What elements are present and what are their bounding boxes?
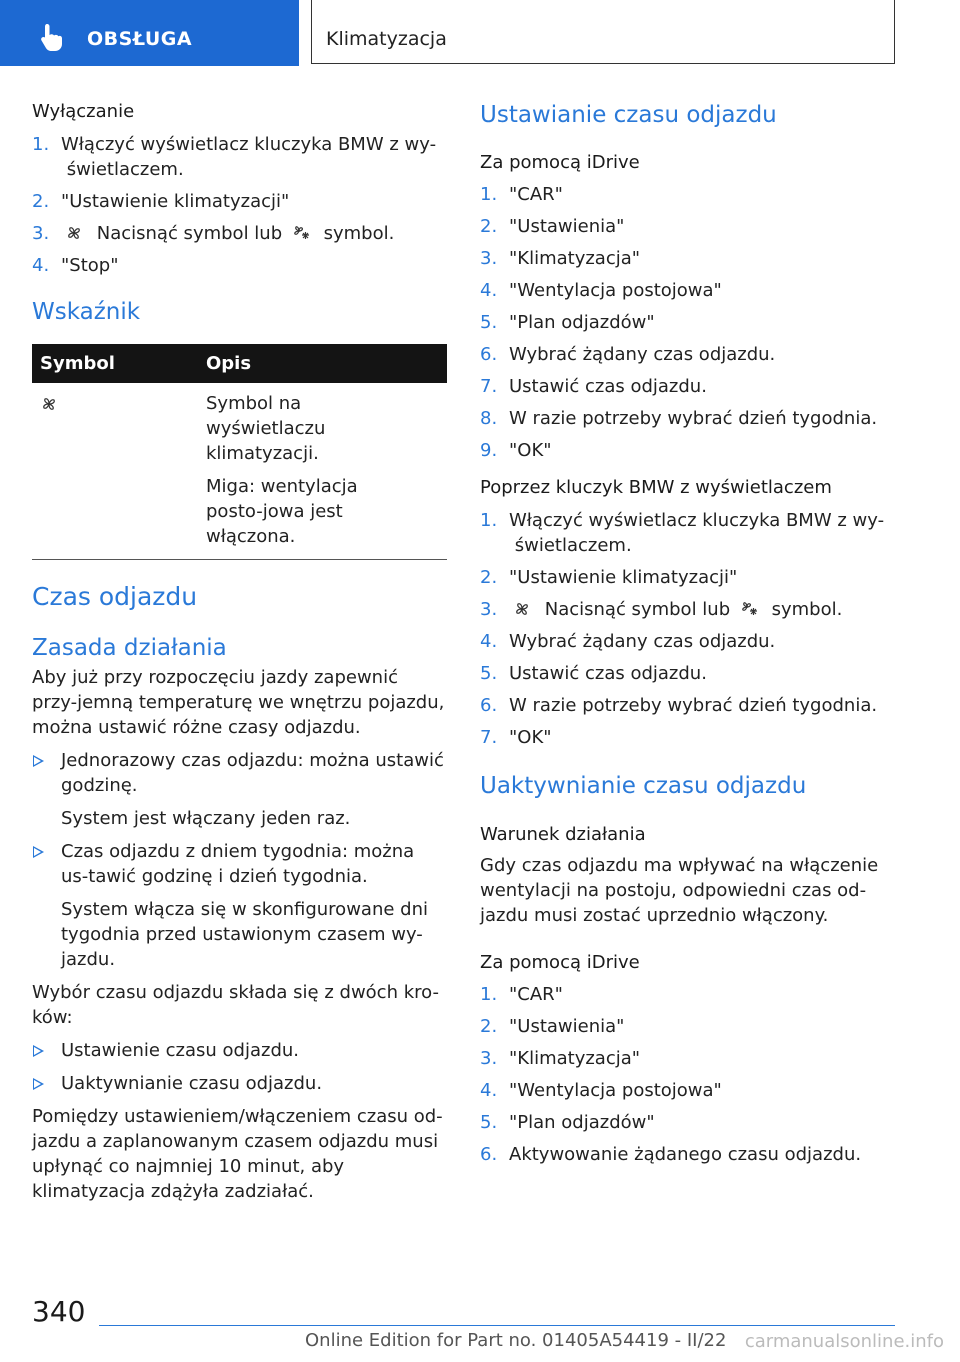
list-item: Ustawienie czasu odjazdu. xyxy=(32,1038,447,1063)
list-item: 3. "Klimatyzacja" xyxy=(480,248,641,269)
fan-icon xyxy=(513,600,531,618)
indicator-table xyxy=(32,344,447,560)
list-item: 1. Włączyć wyświetlacz kluczyka BMW z wy- świetlaczem. xyxy=(480,510,885,556)
list-item: 3. "Klimatyzacja" xyxy=(480,1048,641,1069)
list-item: Czas odjazdu z dniem tygodnia: można us-tawić godzinę i dzień tygodnia. System włącza się w skonfigurowane dni tygodnia przed ustawionym czasem wy-jazdu. xyxy=(32,839,447,972)
pointing-hand-icon xyxy=(38,22,66,52)
condition-text: Gdy czas odjazdu ma wpływać na włączenie wentylacji na postoju, odpowiedni czas od-jazdu musi zostać uprzednio włączony. xyxy=(480,855,879,926)
footer-divider xyxy=(99,1325,895,1326)
list-item: 7. "OK" xyxy=(480,727,552,748)
list-item: 6. W razie potrzeby wybrać dzień tygodnia. xyxy=(480,695,878,716)
chapter-title: Klimatyzacja xyxy=(326,28,447,50)
section-tab xyxy=(0,0,299,66)
set-title: Ustawianie czasu odjazdu xyxy=(480,102,777,128)
list-item: 1. "CAR" xyxy=(480,984,563,1005)
list-item: 7. Ustawić czas odjazdu. xyxy=(480,376,707,397)
off-steps xyxy=(32,132,447,278)
list-item: 2. "Ustawienie klimatyzacji" xyxy=(32,191,290,212)
idrive-steps xyxy=(480,182,895,463)
between-text: Pomiędzy ustawieniem/włączeniem czasu od-jazdu a zaplanowanym czasem odjazdu musi upłynąć co najmniej 10 minut, aby klimatyzacja zdążyła zadziałać. xyxy=(32,1106,443,1202)
left-column xyxy=(32,95,447,1204)
list-item: 2. "Ustawienie klimatyzacji" xyxy=(480,567,738,588)
table-row xyxy=(32,383,447,560)
steps-list xyxy=(32,1038,447,1096)
right-column xyxy=(480,95,895,1167)
list-item: 3. Nacisnąć symbol lub symbol. xyxy=(480,599,843,620)
activate-title: Uaktywnianie czasu odjazdu xyxy=(480,773,807,799)
list-item: Jednorazowy czas odjazdu: można ustawić godzinę. System jest włączany jeden raz. xyxy=(32,748,447,831)
choice-text: Wybór czasu odjazdu składa się z dwóch kro-ków: xyxy=(32,982,439,1028)
list-item: 1. "CAR" xyxy=(480,184,563,205)
list-item: 4. Wybrać żądany czas odjazdu. xyxy=(480,631,776,652)
symbol-description: Symbol na wyświetlaczu klimatyzacji. xyxy=(206,393,326,464)
watermark: carmanualsonline.info xyxy=(744,1331,944,1352)
list-item: 2. "Ustawienia" xyxy=(480,216,625,237)
list-item: 4. "Wentylacja postojowa" xyxy=(480,280,722,301)
off-title: Wyłączanie xyxy=(32,101,135,122)
chapter-tab xyxy=(311,0,895,64)
page-number: 340 xyxy=(32,1295,86,1328)
list-item: 5. Ustawić czas odjazdu. xyxy=(480,663,707,684)
list-item: Uaktywnianie czasu odjazdu. xyxy=(32,1071,447,1096)
principle-title: Zasada działania xyxy=(32,635,227,661)
idrive-title: Za pomocą iDrive xyxy=(480,152,640,173)
list-item: 3. Nacisnąć symbol lub symbol. xyxy=(32,223,395,244)
fan-snowflake-icon xyxy=(740,600,758,618)
list-item: 8. W razie potrzeby wybrać dzień tygodnia. xyxy=(480,408,878,429)
symbol-blink-note: Miga: wentylacja posto-jowa jest włączona. xyxy=(206,476,358,547)
list-item: 4. "Wentylacja postojowa" xyxy=(480,1080,722,1101)
indicator-title: Wskaźnik xyxy=(32,299,141,325)
page-header xyxy=(0,0,960,66)
idrive2-steps xyxy=(480,982,895,1167)
table-header-description: Opis xyxy=(198,344,447,383)
idrive2-title: Za pomocą iDrive xyxy=(480,952,640,973)
list-item: 6. Wybrać żądany czas odjazdu. xyxy=(480,344,776,365)
fan-snowflake-icon xyxy=(292,224,310,242)
departure-types-list xyxy=(32,748,447,972)
table-header-symbol: Symbol xyxy=(32,344,198,383)
intro-text: Aby już przy rozpoczęciu jazdy zapewnić przy-jemną temperaturę we wnętrzu pojazdu, można ustawić różne czasy odjazdu. xyxy=(32,667,445,738)
departure-title: Czas odjazdu xyxy=(32,582,198,611)
key-steps xyxy=(480,508,895,750)
list-item: 5. "Plan odjazdów" xyxy=(480,1112,655,1133)
list-item: 6. Aktywowanie żądanego czasu odjazdu. xyxy=(480,1144,862,1165)
list-item: 5. "Plan odjazdów" xyxy=(480,312,655,333)
list-item: 1. Włączyć wyświetlacz kluczyka BMW z wy- świetlaczem. xyxy=(32,134,437,180)
key-title: Poprzez kluczyk BMW z wyświetlaczem xyxy=(480,477,832,498)
list-item: 4. "Stop" xyxy=(32,255,119,276)
list-item: 9. "OK" xyxy=(480,440,552,461)
condition-title: Warunek działania xyxy=(480,824,646,845)
fan-icon xyxy=(40,395,58,413)
section-label: OBSŁUGA xyxy=(87,28,193,50)
fan-icon xyxy=(65,224,83,242)
edition-note: Online Edition for Part no. 01405A54419 - II/22 xyxy=(305,1330,727,1351)
list-item: 2. "Ustawienia" xyxy=(480,1016,625,1037)
